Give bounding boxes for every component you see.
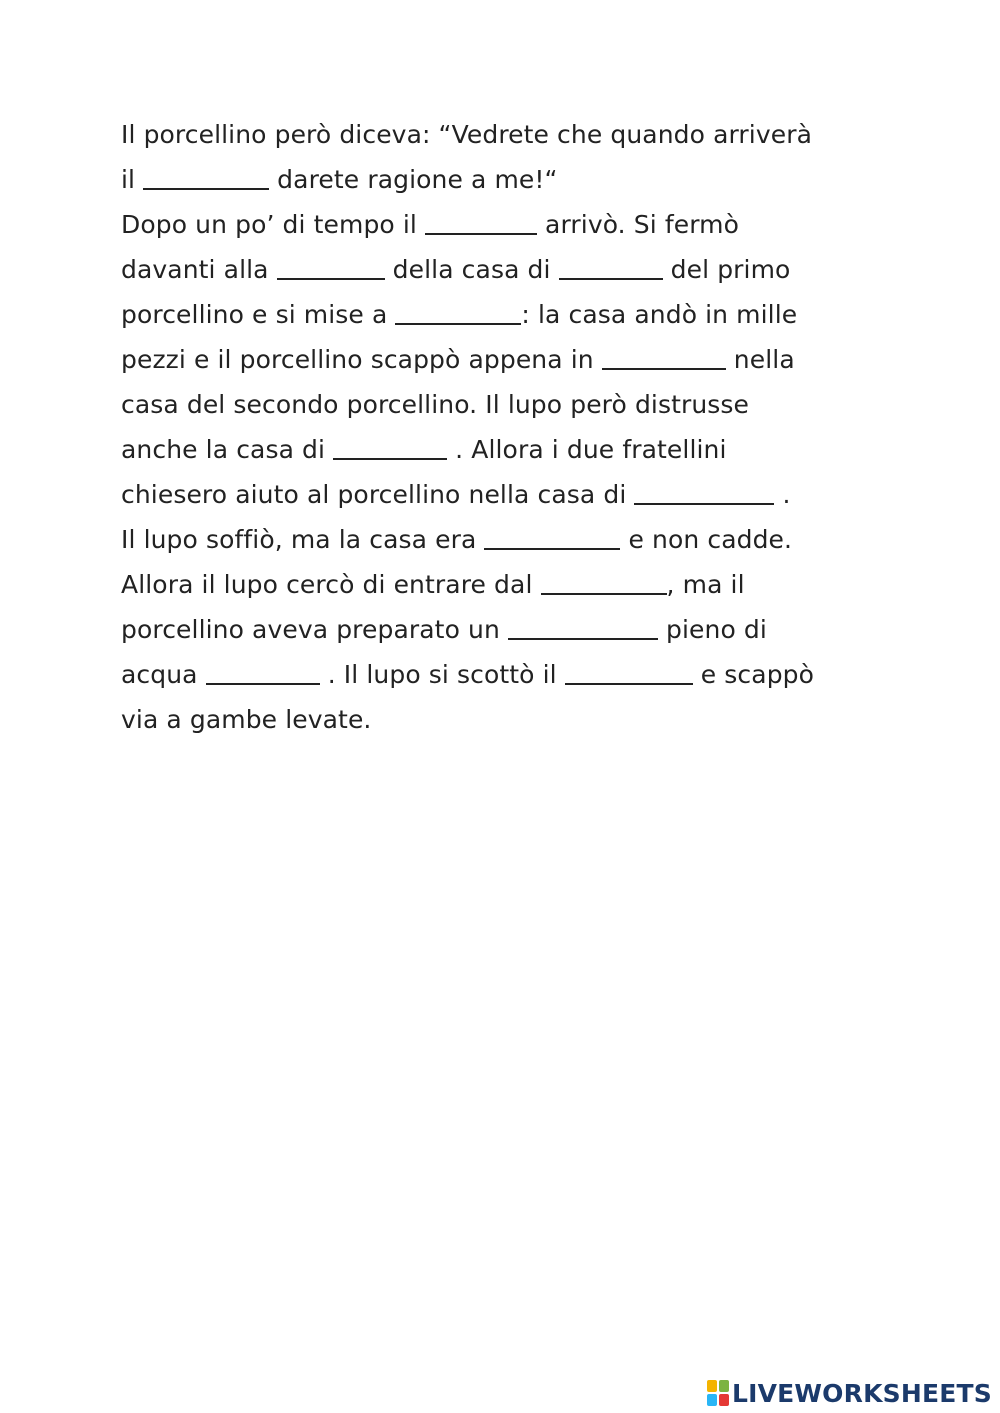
text-segment: .: [774, 480, 791, 509]
logo-square-4: [719, 1394, 729, 1406]
text-segment: il: [121, 165, 144, 194]
text-segment: e scappò: [692, 660, 815, 689]
fill-in-blank-12[interactable]: [206, 652, 320, 697]
fill-in-blank-13[interactable]: [565, 652, 693, 697]
text-line: [121, 697, 901, 742]
text-segment: pieno di: [657, 615, 767, 644]
text-segment: Dopo un po’ di tempo il: [121, 210, 425, 239]
logo-square-2: [719, 1380, 729, 1392]
text-segment: , ma il: [666, 570, 745, 599]
logo-square-3: [707, 1394, 717, 1406]
fill-in-blank-10[interactable]: [541, 562, 667, 607]
text-line: [121, 472, 901, 517]
text-line: [121, 157, 901, 202]
text-segment: nella: [725, 345, 795, 374]
fill-in-blank-4[interactable]: [559, 247, 663, 292]
text-line: [121, 247, 901, 292]
text-line: [121, 562, 901, 607]
text-segment: porcellino e si mise a: [121, 300, 396, 329]
text-segment: arrivò. Si fermò: [537, 210, 740, 239]
text-line: [121, 517, 901, 562]
brand-name: LIVEWORKSHEETS: [731, 1378, 992, 1408]
text-segment: acqua: [121, 660, 206, 689]
text-line: [121, 427, 901, 472]
liveworksheets-brand: [707, 1377, 992, 1409]
text-segment: . Il lupo si scottò il: [319, 660, 565, 689]
text-segment: darete ragione a me!“: [269, 165, 558, 194]
text-line: [121, 652, 901, 697]
text-line: [121, 607, 901, 652]
text-segment: davanti alla: [121, 255, 277, 284]
text-segment: pezzi e il porcellino scappò appena in: [121, 345, 602, 374]
fill-in-blank-1[interactable]: [143, 157, 269, 202]
text-segment: anche la casa di: [121, 435, 334, 464]
fill-in-blank-8[interactable]: [634, 472, 774, 517]
worksheet-text: [121, 112, 901, 742]
fill-in-blank-6[interactable]: [602, 337, 726, 382]
text-segment: chiesero aiuto al porcellino nella casa di: [121, 480, 635, 509]
text-segment: Il lupo soffiò, ma la casa era: [121, 525, 485, 554]
text-segment: Allora il lupo cercò di entrare dal: [121, 570, 541, 599]
text-segment: del primo: [662, 255, 791, 284]
text-line: [121, 337, 901, 382]
text-line: [121, 292, 901, 337]
fill-in-blank-9[interactable]: [484, 517, 620, 562]
fill-in-blank-5[interactable]: [395, 292, 521, 337]
text-segment: porcellino aveva preparato un: [121, 615, 508, 644]
fill-in-blank-11[interactable]: [508, 607, 658, 652]
fill-in-blank-3[interactable]: [277, 247, 385, 292]
text-segment: Il porcellino però diceva: “Vedrete che quando arriverà: [121, 120, 813, 149]
fill-in-blank-7[interactable]: [333, 427, 447, 472]
logo-square-1: [707, 1380, 717, 1392]
text-segment: della casa di: [384, 255, 559, 284]
text-segment: : la casa andò in mille: [521, 300, 798, 329]
text-line: [121, 202, 901, 247]
text-segment: . Allora i due fratellini: [447, 435, 727, 464]
liveworksheets-logo-icon: [707, 1380, 729, 1406]
text-segment: casa del secondo porcellino. Il lupo però distrusse: [121, 390, 750, 419]
text-segment: via a gambe levate.: [121, 705, 372, 734]
text-line: [121, 382, 901, 427]
fill-in-blank-2[interactable]: [425, 202, 537, 247]
text-line: [121, 112, 901, 157]
text-segment: e non cadde.: [620, 525, 793, 554]
